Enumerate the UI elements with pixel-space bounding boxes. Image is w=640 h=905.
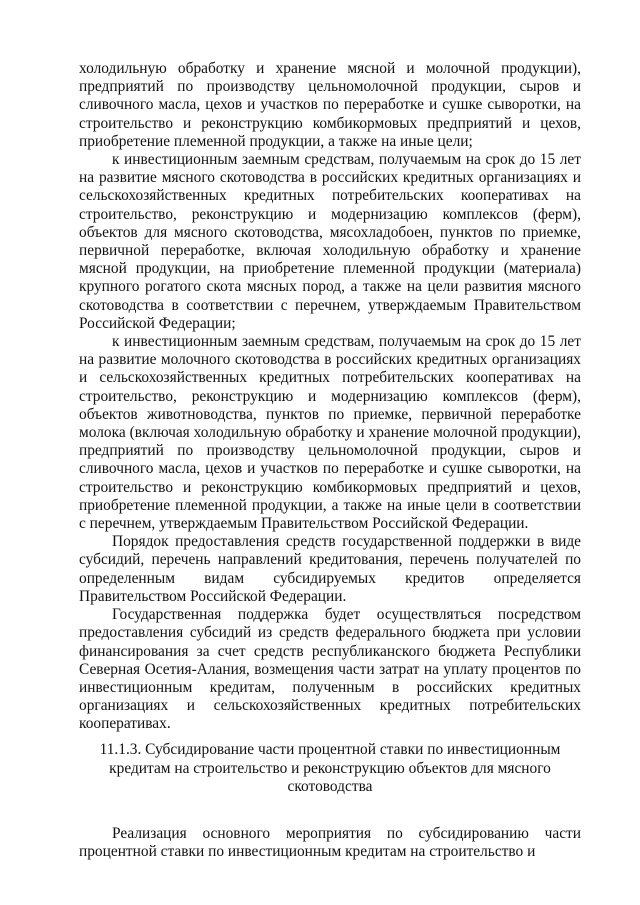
paragraph-3: к инвестиционным заемным средствам, получаемым на срок до 15 лет на развитие молочного скотоводства в российских кредитных организациях и сельскохозяйственных кредитных потребительских кооперативах на строительство, реконструкцию и модернизацию комплексов (ферм), объектов животноводства, пунктов по приемке, первичной переработке молока (включая холодильную обработку и хранение молочной продукции), предприятий по производству цельномолочной продукции, сыров и сливочного масла, цехов и участков по переработке и сушке сыворотки, на строительство и реконструкцию комбикормовых предприятий и цехов, приобретение племенной продукции, а также на иные цели в соответствии с перечнем, утверждаемым Правительством Российской Федерации. (79, 333, 581, 533)
paragraph-2: к инвестиционным заемным средствам, получаемым на срок до 15 лет на развитие мясного скотоводства в российских кредитных организациях и сельскохозяйственных кредитных потребительских кооперативах на строительство, реконструкцию и модернизацию комплексов (ферм), объектов для мясного скотоводства, мясохладобоен, пунктов по приемке, первичной переработке, включая холодильную обработку и хранение мясной продукции, на приобретение племенной продукции (материала) крупного рогатого скота мясных пород, а также на цели развития мясного скотоводства в соответствии с перечнем, утверждаемым Правительством Российской Федерации; (79, 151, 581, 332)
paragraph-5: Государственная поддержка будет осуществляться посредством предоставления субсидий из средств федерального бюджета при условии финансирования за счет средств республиканского бюджета Республики Северная Осетия-Алания, возмещения части затрат на уплату процентов по инвестиционным кредитам, полученным в российских кредитных организациях и сельскохозяйственных кредитных потребительских кооперативах. (79, 606, 581, 733)
body-text (79, 60, 581, 734)
paragraph-1: холодильную обработку и хранение мясной и молочной продукции), предприятий по производству цельномолочной продукции, сыров и сливочного масла, цехов и участков по переработке и сушке сыворотки, на строительство и реконструкцию комбикормовых предприятий и цехов, приобретение племенной продукции, а также на иные цели; (79, 60, 581, 150)
paragraph-tail: Реализация основного мероприятия по субсидированию части процентной ставки по инвестиционным кредитам на строительство и (79, 825, 581, 861)
tail-text (79, 825, 581, 861)
section-heading: 11.1.3. Субсидирование части процентной ставки по инвестиционным кредитам на строительство и реконструкцию объектов для мясного скотоводства (99, 741, 561, 796)
paragraph-4: Порядок предоставления средств государственной поддержки в виде субсидий, перечень направлений кредитования, перечень получателей по определенным видам субсидируемых кредитов определяется Правительством Российской Федерации. (79, 533, 581, 605)
